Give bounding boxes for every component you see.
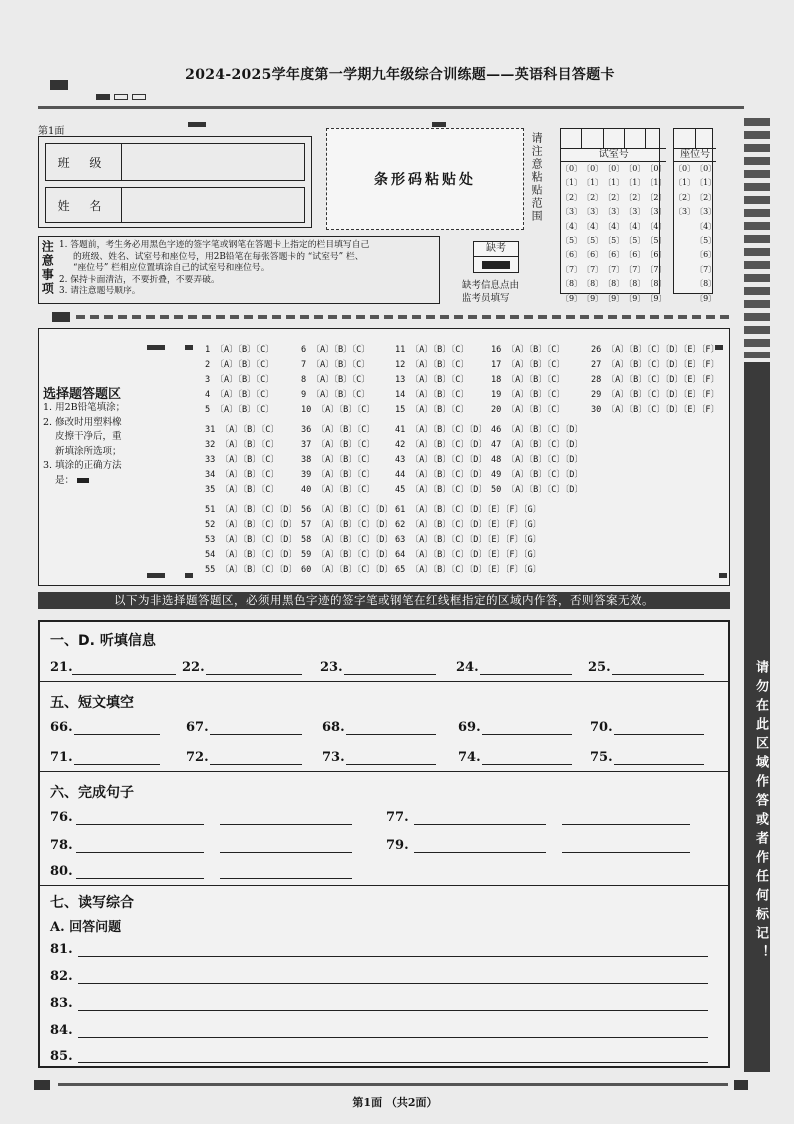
section-sentences: [40, 772, 728, 886]
choice-question-row[interactable]: 31 〔A〕〔B〕〔C〕: [205, 425, 280, 435]
choice-question-row[interactable]: 16 〔A〕〔B〕〔C〕: [491, 345, 566, 355]
choice-question-row[interactable]: 9 〔A〕〔B〕〔C〕: [301, 390, 370, 400]
question-number: 69.: [458, 720, 481, 735]
choice-question-row[interactable]: 28 〔A〕〔B〕〔C〕〔D〕〔E〕〔F〕: [591, 375, 720, 385]
choice-question-row[interactable]: 18 〔A〕〔B〕〔C〕: [491, 375, 566, 385]
answer-blank[interactable]: [482, 764, 572, 765]
corner-mark: [734, 1080, 748, 1090]
choice-question-row[interactable]: 8 〔A〕〔B〕〔C〕: [301, 375, 370, 385]
choice-question-row[interactable]: 17 〔A〕〔B〕〔C〕: [491, 360, 566, 370]
answer-blank[interactable]: [346, 734, 436, 735]
question-number: 78.: [50, 838, 73, 853]
choice-question-row[interactable]: 13 〔A〕〔B〕〔C〕: [395, 375, 470, 385]
sidebar-warning: 请勿在此区域作答或者作任何标记！: [744, 362, 770, 1072]
rule-line: 3. 填涂的正确方法: [43, 460, 122, 471]
answer-blank[interactable]: [220, 824, 352, 825]
answer-blank[interactable]: [76, 852, 204, 853]
page-title: 2024-2025学年度第一学期九年级综合训练题——英语科目答题卡: [185, 67, 615, 83]
choice-question-row[interactable]: 33 〔A〕〔B〕〔C〕: [205, 455, 280, 465]
student-info-box: [38, 136, 312, 228]
answer-blank[interactable]: [414, 824, 546, 825]
section-title: 一、D. 听填信息: [50, 633, 156, 649]
filled-bubble-example: [77, 478, 89, 483]
barcode-instruction: 请注意粘贴范围: [530, 132, 544, 223]
answer-blank[interactable]: [72, 674, 176, 675]
section-listening: [40, 622, 728, 682]
section-cloze: [40, 682, 728, 772]
choice-question-row[interactable]: 4 〔A〕〔B〕〔C〕: [205, 390, 274, 400]
note-line: 2. 保持卡面清洁，不要折叠，不要弄破。: [59, 274, 220, 285]
question-number: 81.: [50, 942, 73, 957]
absent-note-line: 缺考信息点由: [462, 280, 520, 291]
sidebar-dash: [744, 118, 770, 358]
question-number: 25.: [588, 660, 611, 675]
corner-mark: [34, 1080, 50, 1090]
seat-label: 座位号: [674, 149, 716, 162]
exam-room-col: 〔0〕 〔1〕 〔2〕 〔3〕 〔4〕 〔5〕 〔6〕 〔7〕 〔8〕 〔9〕: [624, 164, 646, 303]
choice-question-row[interactable]: 56 〔A〕〔B〕〔C〕〔D〕: [301, 505, 394, 515]
exam-room-col: 〔0〕 〔1〕 〔2〕 〔3〕 〔4〕 〔5〕 〔6〕 〔7〕 〔8〕 〔9〕: [645, 164, 667, 303]
barcode-label: 条形码粘贴处: [374, 172, 476, 188]
choice-question-row[interactable]: 35 〔A〕〔B〕〔C〕: [205, 485, 280, 495]
seat-col: 〔0〕 〔1〕 〔2〕 〔3〕: [674, 164, 696, 217]
non-choice-banner: 以下为非选择题答题区，必须用黑色字迹的签字笔或钢笔在红线框指定的区域内作答，否则答案无效。: [38, 592, 730, 609]
answer-blank[interactable]: [346, 764, 436, 765]
notes-box: [38, 236, 440, 304]
choice-question-row[interactable]: 57 〔A〕〔B〕〔C〕〔D〕: [301, 520, 394, 530]
choice-question-row[interactable]: 44 〔A〕〔B〕〔C〕〔D〕: [395, 470, 488, 480]
exam-room-col: 〔0〕 〔1〕 〔2〕 〔3〕 〔4〕 〔5〕 〔6〕 〔7〕 〔8〕 〔9〕: [582, 164, 604, 303]
exam-room-label: 试室号: [561, 149, 666, 162]
class-label: 班 级: [46, 144, 122, 180]
timing-mark: [185, 345, 193, 350]
choice-question-row[interactable]: 14 〔A〕〔B〕〔C〕: [395, 390, 470, 400]
choice-question-row[interactable]: 26 〔A〕〔B〕〔C〕〔D〕〔E〕〔F〕: [591, 345, 720, 355]
question-number: 22.: [182, 660, 205, 675]
dashed-rule: [76, 315, 730, 319]
answer-line[interactable]: [78, 956, 708, 957]
choice-question-row[interactable]: 47 〔A〕〔B〕〔C〕〔D〕: [491, 440, 584, 450]
answer-blank[interactable]: [482, 734, 572, 735]
question-number: 66.: [50, 720, 73, 735]
choice-title: 选择题答题区: [43, 387, 122, 402]
absent-note: [462, 279, 519, 305]
exam-room-col: 〔0〕 〔1〕 〔2〕 〔3〕 〔4〕 〔5〕 〔6〕 〔7〕 〔8〕 〔9〕: [603, 164, 625, 303]
notes-list: [59, 240, 369, 298]
choice-question-row[interactable]: 43 〔A〕〔B〕〔C〕〔D〕: [395, 455, 488, 465]
notes-heading: 注意事项: [40, 240, 55, 296]
choice-question-row[interactable]: 48 〔A〕〔B〕〔C〕〔D〕: [491, 455, 584, 465]
choice-question-row[interactable]: 34 〔A〕〔B〕〔C〕: [205, 470, 280, 480]
choice-question-row[interactable]: 53 〔A〕〔B〕〔C〕〔D〕: [205, 535, 298, 545]
timing-mark: [432, 122, 446, 127]
answer-line[interactable]: [78, 1037, 708, 1038]
choice-question-row[interactable]: 19 〔A〕〔B〕〔C〕: [491, 390, 566, 400]
exam-room-grid: [560, 128, 667, 303]
class-row: [45, 143, 305, 181]
question-number: 70.: [590, 720, 613, 735]
question-number: 77.: [386, 810, 409, 825]
answer-blank[interactable]: [614, 764, 704, 765]
answer-blank[interactable]: [612, 674, 704, 675]
choice-question-row[interactable]: 52 〔A〕〔B〕〔C〕〔D〕: [205, 520, 298, 530]
question-number: 82.: [50, 969, 73, 984]
question-number: 72.: [186, 750, 209, 765]
absent-bubble[interactable]: [482, 261, 510, 269]
choice-question-row[interactable]: 15 〔A〕〔B〕〔C〕: [395, 405, 470, 415]
answer-blank[interactable]: [562, 852, 690, 853]
answer-blank[interactable]: [210, 734, 302, 735]
choice-question-row[interactable]: 45 〔A〕〔B〕〔C〕〔D〕: [395, 485, 488, 495]
answer-line[interactable]: [78, 983, 708, 984]
absent-label: 缺考: [474, 242, 518, 257]
section-title: 五、短文填空: [50, 695, 134, 711]
question-number: 79.: [386, 838, 409, 853]
choice-question-row[interactable]: 6 〔A〕〔B〕〔C〕: [301, 345, 370, 355]
choice-question-row[interactable]: 60 〔A〕〔B〕〔C〕〔D〕: [301, 565, 394, 575]
answer-blank[interactable]: [614, 734, 704, 735]
rule-line: 皮擦干净后，重: [55, 431, 122, 442]
choice-question-row[interactable]: 42 〔A〕〔B〕〔C〕〔D〕: [395, 440, 488, 450]
absent-box: [473, 241, 519, 273]
choice-area: [38, 328, 730, 586]
corner-mark: [52, 312, 70, 322]
choice-question-row[interactable]: 3 〔A〕〔B〕〔C〕: [205, 375, 274, 385]
choice-question-row[interactable]: 30 〔A〕〔B〕〔C〕〔D〕〔E〕〔F〕: [591, 405, 720, 415]
choice-question-row[interactable]: 64 〔A〕〔B〕〔C〕〔D〕〔E〕〔F〕〔G〕: [395, 550, 542, 560]
timing-mark: [147, 345, 165, 350]
choice-question-row[interactable]: 2 〔A〕〔B〕〔C〕: [205, 360, 274, 370]
choice-question-row[interactable]: 63 〔A〕〔B〕〔C〕〔D〕〔E〕〔F〕〔G〕: [395, 535, 542, 545]
corner-mark: [50, 80, 68, 90]
section-title: 七、读写综合: [50, 895, 134, 911]
timing-mark: [185, 573, 193, 578]
question-number: 80.: [50, 864, 73, 879]
answer-blank[interactable]: [344, 674, 436, 675]
choice-question-row[interactable]: 39 〔A〕〔B〕〔C〕: [301, 470, 376, 480]
choice-question-row[interactable]: 12 〔A〕〔B〕〔C〕: [395, 360, 470, 370]
name-row: [45, 187, 305, 223]
name-label: 姓 名: [46, 188, 122, 222]
choice-question-row[interactable]: 46 〔A〕〔B〕〔C〕〔D〕: [491, 425, 584, 435]
choice-question-row[interactable]: 7 〔A〕〔B〕〔C〕: [301, 360, 370, 370]
barcode-area: [326, 128, 524, 230]
question-number: 71.: [50, 750, 73, 765]
question-number: 84.: [50, 1023, 73, 1038]
note-line: 3. 请注意题号顺序。: [59, 286, 141, 297]
rule-line: 是：: [55, 474, 75, 486]
question-number: 68.: [322, 720, 345, 735]
question-number: 74.: [458, 750, 481, 765]
seat-grid: [673, 128, 717, 303]
exam-room-col: 〔0〕 〔1〕 〔2〕 〔3〕 〔4〕 〔5〕 〔6〕 〔7〕 〔8〕 〔9〕: [561, 164, 583, 303]
answer-blank[interactable]: [206, 674, 302, 675]
answer-line[interactable]: [78, 1062, 708, 1063]
timing-mark: [147, 573, 165, 578]
choice-question-row[interactable]: 10 〔A〕〔B〕〔C〕: [301, 405, 376, 415]
answer-blank[interactable]: [414, 852, 546, 853]
seat-write-boxes: [674, 129, 716, 149]
choice-question-row[interactable]: 65 〔A〕〔B〕〔C〕〔D〕〔E〕〔F〕〔G〕: [395, 565, 542, 575]
question-number: 23.: [320, 660, 343, 675]
answer-area: [38, 620, 730, 1068]
choice-question-row[interactable]: 38 〔A〕〔B〕〔C〕: [301, 455, 376, 465]
page-marks: [96, 94, 148, 100]
question-number: 24.: [456, 660, 479, 675]
rule-line: 新填涂所选项；: [55, 445, 122, 457]
question-number: 76.: [50, 810, 73, 825]
choice-question-row[interactable]: 54 〔A〕〔B〕〔C〕〔D〕: [205, 550, 298, 560]
exam-room-write-boxes: [561, 129, 666, 149]
page-footer: 第1面 （共2面）: [352, 1096, 438, 1109]
section-reading-writing: [40, 886, 728, 1066]
face-label: 第1面: [38, 126, 65, 137]
answer-blank[interactable]: [562, 824, 690, 825]
seat-col: 〔0〕 〔1〕 〔2〕 〔3〕 〔4〕 〔5〕 〔6〕 〔7〕 〔8〕 〔9〕: [695, 164, 717, 303]
answer-blank[interactable]: [220, 878, 352, 879]
answer-blank[interactable]: [76, 878, 204, 879]
bottom-rule: [58, 1083, 728, 1086]
choice-rules: [43, 401, 125, 488]
choice-question-row[interactable]: 5 〔A〕〔B〕〔C〕: [205, 405, 274, 415]
choice-question-row[interactable]: 1 〔A〕〔B〕〔C〕: [205, 345, 274, 355]
choice-question-row[interactable]: 51 〔A〕〔B〕〔C〕〔D〕: [205, 505, 298, 515]
note-line: 1. 答题前，考生务必用黑色字迹的签字笔或钢笔在答题卡上指定的栏目填写自己: [59, 240, 370, 250]
choice-question-row[interactable]: 27 〔A〕〔B〕〔C〕〔D〕〔E〕〔F〕: [591, 360, 720, 370]
section-title: 六、完成句子: [50, 785, 134, 801]
subsection-title: A. 回答问题: [50, 920, 122, 935]
note-line: “座位号” 栏相应位置填涂自己的试室号和座位号。: [73, 263, 270, 274]
choice-question-row[interactable]: 37 〔A〕〔B〕〔C〕: [301, 440, 376, 450]
choice-question-row[interactable]: 29 〔A〕〔B〕〔C〕〔D〕〔E〕〔F〕: [591, 390, 720, 400]
timing-mark: [719, 573, 727, 578]
choice-question-row[interactable]: 32 〔A〕〔B〕〔C〕: [205, 440, 280, 450]
class-field[interactable]: [122, 144, 304, 180]
answer-blank[interactable]: [220, 852, 352, 853]
question-number: 75.: [590, 750, 613, 765]
question-number: 83.: [50, 996, 73, 1011]
name-field[interactable]: [122, 188, 304, 222]
question-number: 67.: [186, 720, 209, 735]
answer-blank[interactable]: [74, 764, 160, 765]
choice-question-row[interactable]: 61 〔A〕〔B〕〔C〕〔D〕〔E〕〔F〕〔G〕: [395, 505, 542, 515]
answer-blank[interactable]: [74, 734, 160, 735]
answer-blank[interactable]: [480, 674, 572, 675]
question-number: 21.: [50, 660, 73, 675]
choice-question-row[interactable]: 36 〔A〕〔B〕〔C〕: [301, 425, 376, 435]
choice-question-row[interactable]: 20 〔A〕〔B〕〔C〕: [491, 405, 566, 415]
question-number: 85.: [50, 1049, 73, 1064]
note-line: 的班级、姓名、试室号和座位号，用2B铅笔在每张答题卡的 “试室号” 栏、: [73, 251, 364, 262]
question-number: 73.: [322, 750, 345, 765]
choice-question-row[interactable]: 40 〔A〕〔B〕〔C〕: [301, 485, 376, 495]
choice-question-row[interactable]: 49 〔A〕〔B〕〔C〕〔D〕: [491, 470, 584, 480]
timing-mark: [188, 122, 206, 127]
choice-question-row[interactable]: 41 〔A〕〔B〕〔C〕〔D〕: [395, 425, 488, 435]
choice-question-row[interactable]: 59 〔A〕〔B〕〔C〕〔D〕: [301, 550, 394, 560]
answer-blank[interactable]: [210, 764, 302, 765]
answer-blank[interactable]: [76, 824, 204, 825]
choice-question-row[interactable]: 55 〔A〕〔B〕〔C〕〔D〕: [205, 565, 298, 575]
choice-question-row[interactable]: 11 〔A〕〔B〕〔C〕: [395, 345, 470, 355]
rule-line: 2. 修改时用塑料橡: [43, 416, 122, 428]
absent-note-line: 监考员填写: [462, 293, 510, 304]
choice-question-row[interactable]: 50 〔A〕〔B〕〔C〕〔D〕: [491, 485, 584, 495]
rule-line: 1. 用2B铅笔填涂；: [43, 402, 126, 413]
choice-question-row[interactable]: 58 〔A〕〔B〕〔C〕〔D〕: [301, 535, 394, 545]
answer-line[interactable]: [78, 1010, 708, 1011]
choice-question-row[interactable]: 62 〔A〕〔B〕〔C〕〔D〕〔E〕〔F〕〔G〕: [395, 520, 542, 530]
top-rule: [38, 106, 744, 109]
